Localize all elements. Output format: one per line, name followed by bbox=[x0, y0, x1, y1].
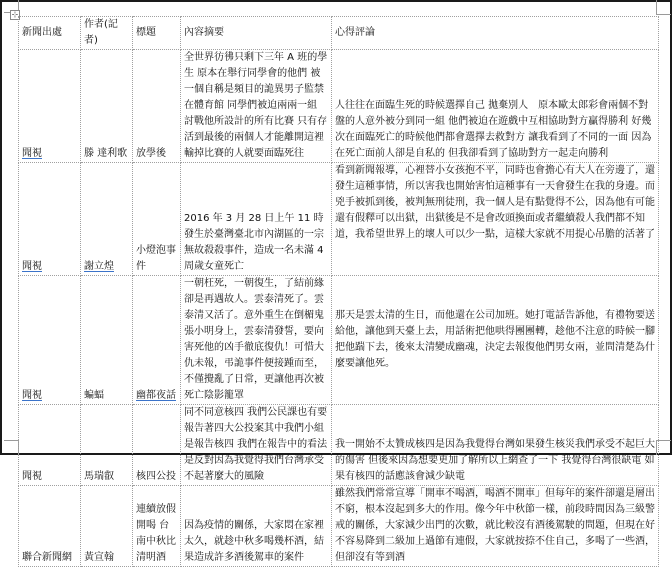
page-corner-mark-top-right bbox=[656, 0, 671, 15]
cell-source[interactable]: 聞視 bbox=[19, 163, 81, 276]
cell-summary[interactable]: 同不同意核四 我們公民課也有要報告著四大公投案其中我們小組是報告核四 我們在報告中的看法是反對因為我覺得我們台灣承受不起著麼大的風險 bbox=[181, 405, 332, 486]
window-frame-top bbox=[0, 0, 672, 2]
cell-summary[interactable]: 一朝枉死，一朝復生，了結前緣卻是再遇故人。雲泰清死了。雲泰清又活了。意外重生在倒楣鬼張小明身上，雲泰清發誓，要向害死他的凶手徹底復仇！可惜大仇未報，弔詭事件便接踵而至，不僅攪亂了日常，更讓他再次被死亡陰影籠罩 bbox=[181, 276, 332, 405]
cell-title[interactable]: 核四公投 bbox=[133, 405, 181, 486]
cell-title[interactable]: 小燈泡事件 bbox=[133, 163, 181, 276]
table-row bbox=[19, 405, 659, 486]
header-author: 作者(記者) bbox=[81, 17, 133, 50]
cell-review[interactable]: 人往往在面臨生死的時候選擇自己 拋棄別人 原本歐太郎彩會兩個不對盤的人意外被分到同一組 他們被迫在遊戲中互相協助對方贏得勝利 好幾次在面臨死亡的時候他們都會選擇去救對方 讓我看到了不同的一面 因為在死亡面前人卻是自私的 但我卻看到了協助對方一起走向勝利 bbox=[332, 50, 659, 163]
cell-title[interactable]: 連續放假開喝 台南中秋比清明酒 bbox=[133, 486, 181, 567]
table-row bbox=[19, 50, 659, 163]
cell-title[interactable]: 放學後 bbox=[133, 50, 181, 163]
cell-source[interactable]: 聞視 bbox=[19, 405, 81, 486]
table-row bbox=[19, 486, 659, 567]
cell-author[interactable]: 謝立煌 bbox=[81, 163, 133, 276]
header-source: 新聞出處 bbox=[19, 17, 81, 50]
header-review: 心得評論 bbox=[332, 17, 659, 50]
cell-author[interactable]: 黃宣翰 bbox=[81, 486, 133, 567]
cell-review[interactable]: 看到新聞報導，心裡替小女孩抱不平，同時也會擔心有大人在旁邊了，還發生這種事情，所以害我也開始害怕這種事有一天會發生在我的身邊。而兇手被抓到後，被判無刑徒刑，我一個人是有點覺得不公，因為他有可能還有假釋可以出獄，出獄後是不是會改頭換面或者繼續殺人我們都不知道，我希望世界上的壞人可以少一點，這樣大家就不用提心吊膽的活著了 bbox=[332, 163, 659, 276]
table-row bbox=[19, 163, 659, 276]
news-review-table bbox=[18, 16, 659, 567]
table-move-handle-icon[interactable]: ⊹ bbox=[11, 10, 19, 19]
cell-summary[interactable]: 2016 年 3 月 28 日上午 11 時發生於臺灣臺北市內湖區的一宗無故殺殺事件，造成一名未滿 4 周歲女童死亡 bbox=[181, 163, 332, 276]
cell-review[interactable]: 雖然我們常常宣導「開車不喝酒，喝酒不開車」但每年的案件卻還是層出不窮，根本沒起到多大的作用。像今年中秋節一樣，前段時間因為三級警戒的關係，大家減少出門的次數，就比較沒有酒後駕駛的問題，但現在好不容易降到二級加上過節有連假，大家就按捺不住自己，多喝了一些酒，但卻沒有等到酒 bbox=[332, 486, 659, 567]
page-corner-mark-bottom-left bbox=[4, 440, 19, 455]
header-title: 標題 bbox=[133, 17, 181, 50]
table-header-row bbox=[19, 17, 659, 50]
window-frame-left bbox=[0, 0, 2, 455]
cell-source[interactable]: 聞視 bbox=[19, 50, 81, 163]
cell-source[interactable]: 聞視 bbox=[19, 276, 81, 405]
cell-summary[interactable]: 因為疫情的關係，大家悶在家裡太久，就趁中秋多喝幾杯酒，結果造成許多酒後駕車的案件 bbox=[181, 486, 332, 567]
table-row bbox=[19, 276, 659, 405]
header-summary: 內容摘要 bbox=[181, 17, 332, 50]
cell-title[interactable]: 幽都夜話 bbox=[133, 276, 181, 405]
cell-review[interactable]: 那天是雲太清的生日，而他還在公司加班。她打電話告訴他，有禮物要送給他，讓他到天臺上去，用話術把他哄得團團轉，趁他不注意的時候一腳把他踹下去，後來太清變成幽魂，決定去報復他們男女兩，並問清楚為什麼要讓他死。 bbox=[332, 276, 659, 405]
cell-summary[interactable]: 全世界彷彿只剩下三年 A 班的學生 原本在舉行同學會的他們 被一個自稱是頻目的詭異男子監禁在體育館 同學們被迫兩兩一組 討戰他所設計的所有比賽 只有存活到最後的兩個人才能離開這裡 輸掉比賽的人就要面臨死往 bbox=[181, 50, 332, 163]
cell-author[interactable]: 蝙蝠 bbox=[81, 276, 133, 405]
cell-author[interactable]: 滕 達利歌 bbox=[81, 50, 133, 163]
cell-source[interactable]: 聯合新聞網 bbox=[19, 486, 81, 567]
cell-review[interactable]: 我一開始不太贊成核四是因為我覺得台灣如果發生核災我們承受不起巨大的傷害 但後來因為想要更加了解所以上網查了一下 我覺得台灣很缺電 如果有核四的話應該會減少缺電 bbox=[332, 405, 659, 486]
cell-author[interactable]: 馬瑞叡 bbox=[81, 405, 133, 486]
